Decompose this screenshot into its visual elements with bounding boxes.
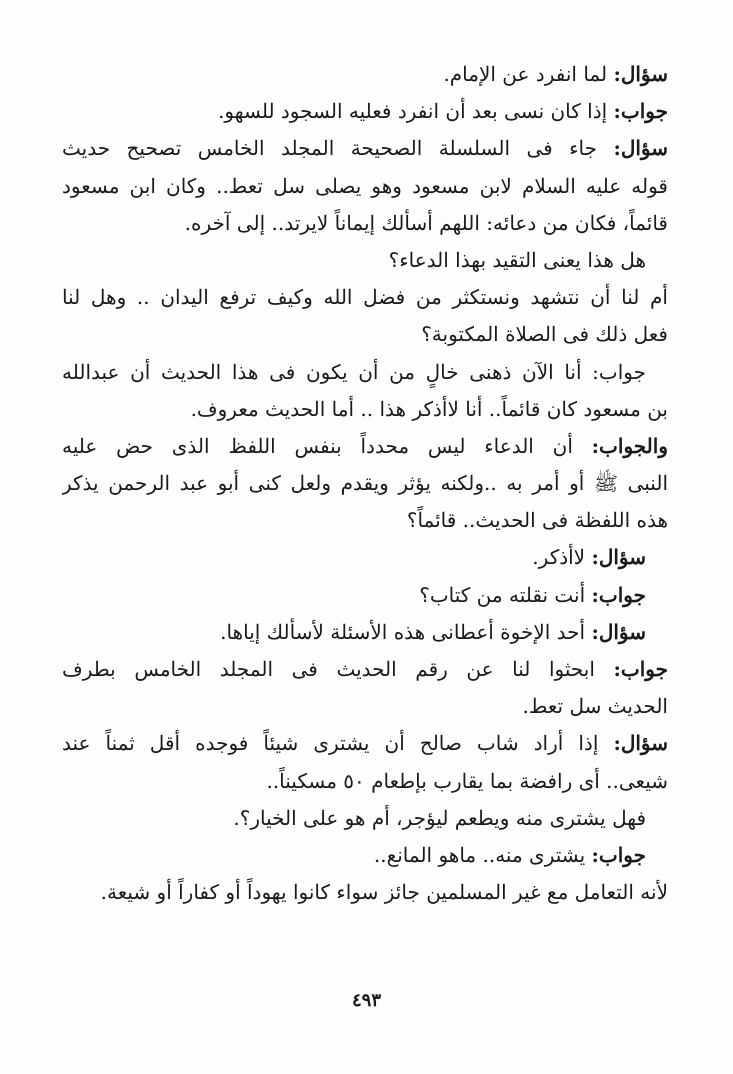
text-line: [62, 93, 668, 130]
text-line: [62, 502, 668, 539]
text-line: [62, 874, 668, 911]
text-line: [62, 688, 668, 725]
line-text: إذا أراد شاب صالح أن يشترى شيئاً فوجده أقل ثمناً عند: [62, 731, 614, 756]
text-line: [62, 614, 668, 651]
line-text: فهل يشترى منه ويطعم ليؤجر، أم هو على الخيار؟.: [233, 805, 646, 830]
text-line: [62, 763, 668, 800]
text-line: [62, 56, 668, 93]
line-text: جاء فى السلسلة الصحيحة المجلد الخامس تصحيح حديث: [62, 136, 614, 161]
line-text: شيعى.. أى رافضة بما يقارب بإطعام ٥٠ مسكيناً..: [266, 768, 668, 793]
text-line: [62, 539, 668, 576]
line-text: الحديث سل تعط.: [522, 694, 668, 719]
text-line: [62, 428, 668, 465]
text-line: [62, 354, 668, 391]
line-text: أحد الإخوة أعطانى هذه الأسئلة لأسألك إياها.: [220, 619, 592, 644]
page-number: ٤٩٣: [351, 990, 381, 1011]
text-line: [62, 279, 668, 316]
line-text: أم لنا أن نتشهد ونستكثر من فضل الله وكيف ترفع اليدان .. وهل لنا: [62, 285, 668, 310]
text-line: [62, 577, 668, 614]
speaker-label: سؤال:: [613, 731, 668, 756]
text-line: [62, 651, 668, 688]
speaker-label: سؤال:: [591, 619, 646, 644]
line-text: فعل ذلك فى الصلاة المكتوبة؟: [421, 322, 668, 347]
speaker-label: جواب:: [613, 99, 668, 124]
line-text: أن الدعاء ليس محدداً بنفس اللفظ الذى حض عليه: [62, 433, 592, 458]
line-text: جواب: أنا الآن ذهنى خالٍ من أن يكون فى هذا الحديث أن عبدالله: [62, 359, 646, 384]
text-line: [62, 168, 668, 205]
text-line: [62, 316, 668, 353]
speaker-label: والجواب:: [591, 433, 668, 458]
speaker-label: جواب:: [613, 657, 668, 681]
line-text: لأنه التعامل مع غير المسلمين جائز سواء كانوا يهوداً أو كفاراً أو شيعة.: [100, 880, 668, 905]
line-text: ابحثوا لنا عن رقم الحديث فى المجلد الخامس بطرف: [62, 657, 614, 681]
text-line: [62, 391, 668, 428]
text-line: [62, 242, 668, 279]
line-text: هذه اللفظة فى الحديث.. قائماً؟: [406, 508, 668, 533]
line-text: يشترى منه.. ماهو المانع..: [373, 842, 592, 867]
speaker-label: جواب:: [591, 842, 646, 867]
speaker-label: سؤال:: [613, 136, 668, 161]
text-line: [62, 130, 668, 167]
text-line: [62, 465, 668, 502]
text-line: [62, 800, 668, 837]
line-text: هل هذا يعنى التقيد بهذا الدعاء؟: [388, 247, 646, 272]
speaker-label: جواب:: [591, 582, 646, 607]
page-text: [62, 56, 668, 911]
line-text: بن مسعود كان قائماً.. أنا لاأذكر هذا .. أما الحديث معروف.: [190, 396, 668, 421]
speaker-label: سؤال:: [591, 545, 646, 570]
line-text: أنت نقلته من كتاب؟: [419, 582, 592, 607]
line-text: لاأذكر.: [532, 545, 592, 570]
line-text: لما انفرد عن الإمام.: [443, 62, 614, 86]
text-line: [62, 837, 668, 874]
line-text: قائماً، فكان من دعائه: اللهم أسألك إيماناً لايرتد.. إلى آخره.: [184, 210, 668, 235]
line-text: إذا كان نسى بعد أن انفرد فعليه السجود للسهو.: [218, 99, 614, 124]
line-text: النبى ﷺ أو أمر به ..ولكنه يؤثر ويقدم ولعل كنى أبو عبد الرحمن يذكر: [62, 471, 668, 496]
speaker-label: سؤال:: [613, 62, 668, 86]
line-text: قوله عليه السلام لابن مسعود وهو يصلى سل تعط.. وكان ابن مسعود: [62, 173, 668, 198]
text-line: [62, 725, 668, 762]
text-line: [62, 205, 668, 242]
